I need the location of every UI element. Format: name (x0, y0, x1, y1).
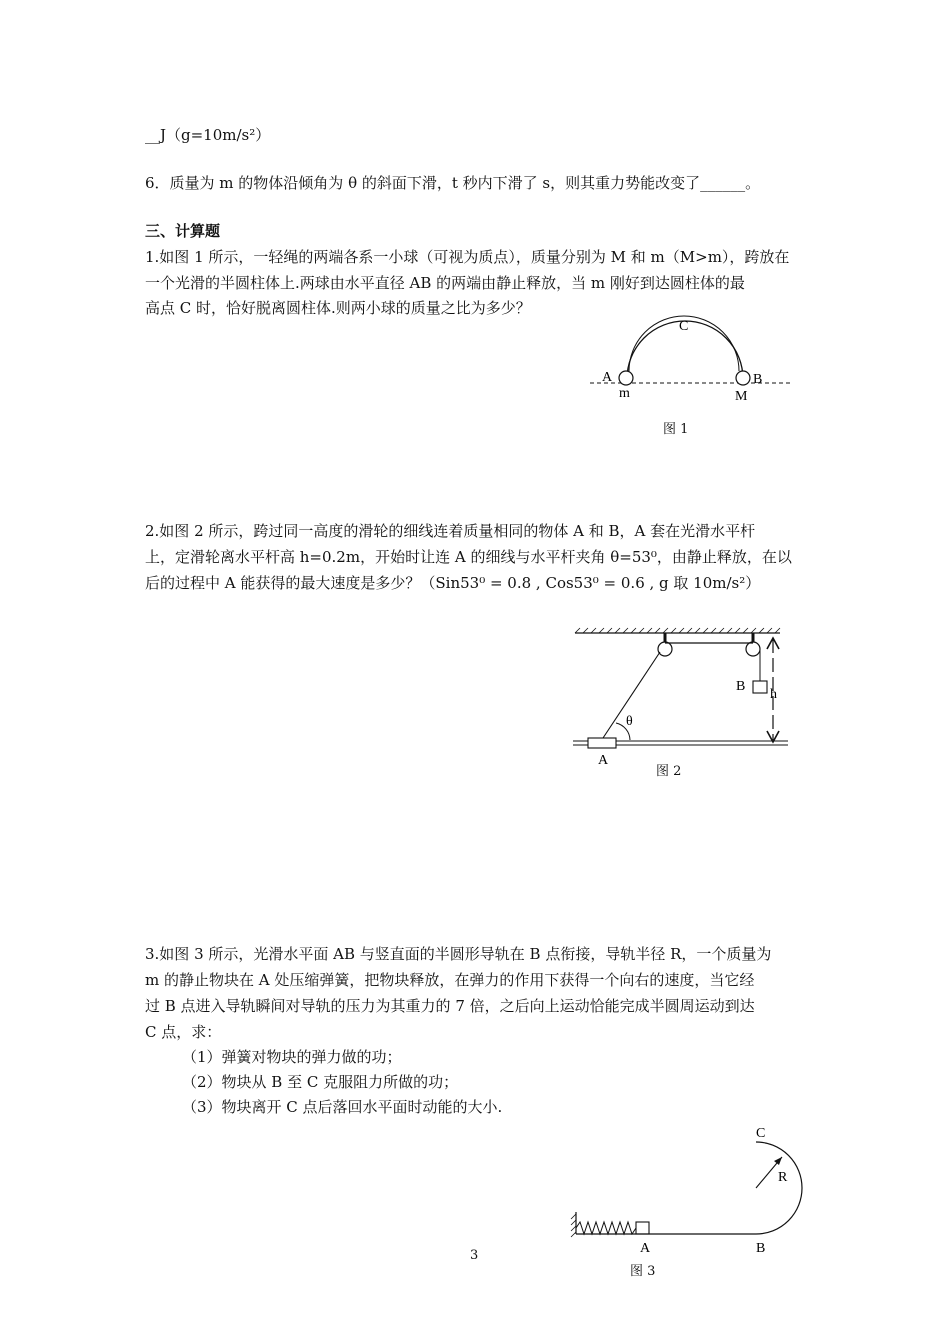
label-b: B (753, 372, 763, 387)
figure-1 (585, 315, 800, 410)
problem-3-item: （1）弹簧对物块的弹力做的功； (182, 1048, 402, 1066)
label-b: B (736, 679, 746, 694)
ball-m (619, 371, 633, 385)
problem-3-item: （2）物块从 B 至 C 克服阻力所做的功； (182, 1073, 459, 1091)
pulley-left (658, 642, 672, 656)
block-b (753, 681, 767, 693)
figure-3 (568, 1120, 813, 1260)
problem-2-line: 2.如图 2 所示，跨过同一高度的滑轮的细线连着质量相同的物体 A 和 B，A 套在光滑水平杆 (145, 522, 756, 540)
label-b: B (756, 1241, 766, 1256)
problem-2-line: 上，定滑轮离水平杆高 h=0.2m，开始时让连 A 的细线与水平杆夹角 θ=53⁰，由静止释放，在以 (145, 548, 792, 566)
ball-M (736, 371, 750, 385)
problem-1-line: 一个光滑的半圆柱体上.两球由水平直径 AB 的两端由静止释放，当 m 刚好到达圆柱体的最 (145, 274, 745, 292)
problem-1-line: 1.如图 1 所示，一轻绳的两端各系一小球（可视为质点），质量分别为 M 和 m（M>m），跨放在 (145, 248, 790, 266)
spring (576, 1222, 636, 1234)
problem-3-line: 过 B 点进入导轨瞬间对导轨的压力为其重力的 7 倍，之后向上运动恰能完成半圆周运动到达 (145, 997, 755, 1015)
problem-3-line: C 点，求： (145, 1023, 222, 1041)
problem-2-line: 后的过程中 A 能获得的最大速度是多少？（Sin53⁰ = 0.8 , Cos53⁰ = 0.6 , g 取 10m/s²） (145, 574, 761, 592)
problem-3-item: （3）物块离开 C 点后落回水平面时动能的大小. (182, 1098, 503, 1116)
label-c: C (679, 319, 689, 334)
label-r: R (778, 1170, 788, 1185)
label-M: M (735, 389, 748, 404)
question-6: 6．质量为 m 的物体沿倾角为 θ 的斜面下滑，t 秒内下滑了 s，则其重力势能改变了______。 (145, 174, 761, 192)
section-heading: 三、计算题 (145, 222, 221, 240)
figure-3-caption: 图 3 (630, 1264, 656, 1279)
label-h: h (770, 687, 777, 702)
figure-1-caption: 图 1 (663, 422, 689, 437)
text-line: __J（g=10m/s²） (145, 126, 271, 144)
figure-2 (570, 625, 795, 770)
label-a: A (598, 753, 609, 768)
block (636, 1222, 649, 1234)
block-a (588, 738, 616, 748)
problem-1-line: 高点 C 时，恰好脱离圆柱体.则两小球的质量之比为多少？ (145, 299, 531, 317)
label-m: m (619, 386, 630, 401)
page-number: 3 (470, 1248, 479, 1263)
semicircle-track (756, 1142, 802, 1234)
problem-3-line: 3.如图 3 所示，光滑水平面 AB 与竖直面的半圆形导轨在 B 点衔接，导轨半径 R，一个质量为 (145, 945, 772, 963)
label-theta: θ (626, 714, 633, 729)
label-a: A (602, 370, 613, 385)
pulley-right (746, 642, 760, 656)
label-c: C (756, 1126, 766, 1141)
label-a: A (640, 1241, 651, 1256)
figure-2-caption: 图 2 (656, 764, 682, 779)
problem-3-line: m 的静止物块在 A 处压缩弹簧，把物块释放，在弹力的作用下获得一个向右的速度，当它经 (145, 971, 755, 989)
